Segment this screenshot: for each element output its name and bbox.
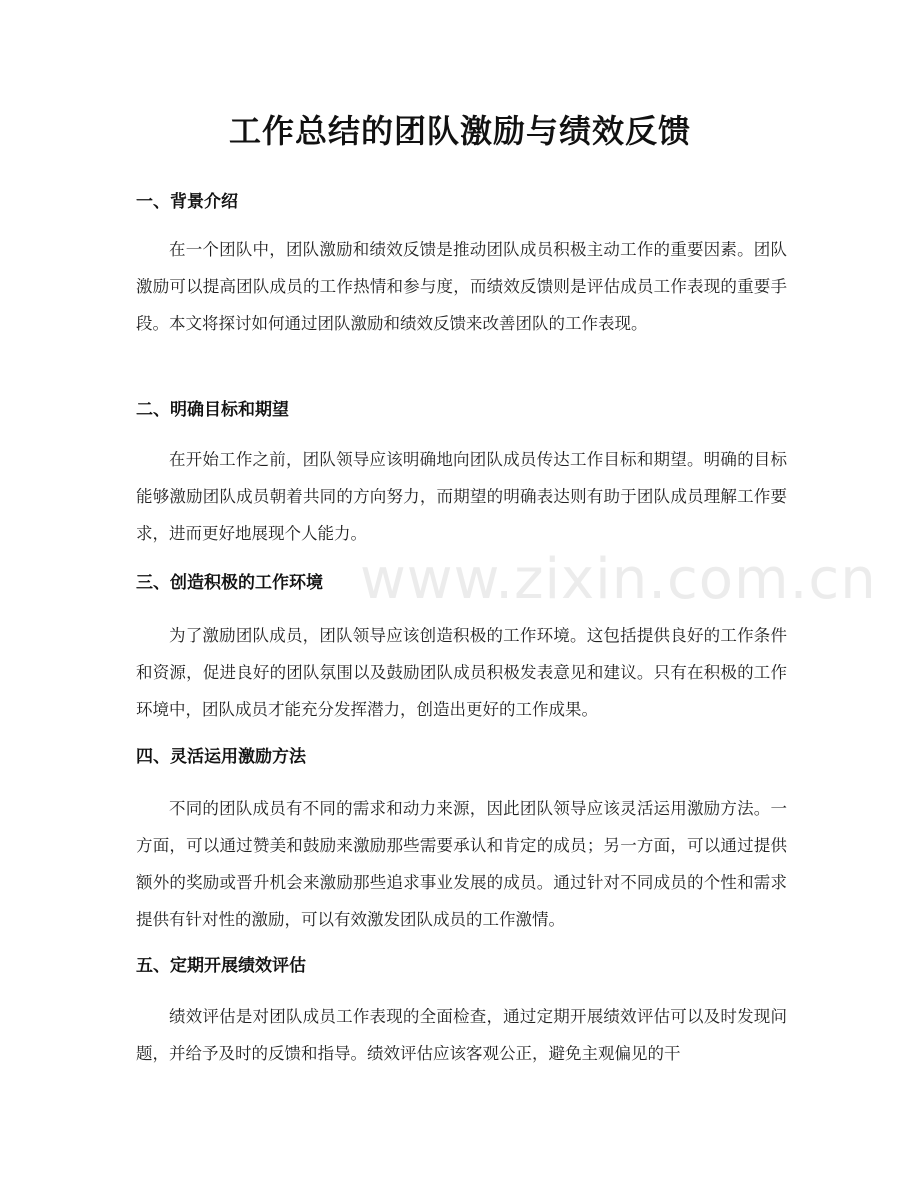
section-heading-evaluation: 五、定期开展绩效评估 — [136, 956, 306, 976]
section-heading-incentives: 四、灵活运用激励方法 — [136, 747, 306, 767]
section-heading-goals: 二、明确目标和期望 — [136, 400, 289, 420]
watermark: www.zixin.com.cn — [360, 547, 877, 612]
section-paragraph-incentives: 不同的团队成员有不同的需求和动力来源，因此团队领导应该灵活运用激励方法。一方面，可以通过赞美和鼓励来激励那些需要承认和肯定的成员；另一方面，可以通过提供额外的奖励或晋升机会来激励那些追求事业发展的成员。通过针对不同成员的个性和需求提供有针对性的激励，可以有效激发团队成员的工作激情。 — [136, 799, 787, 929]
section-paragraph-background: 在一个团队中，团队激励和绩效反馈是推动团队成员积极主动工作的重要因素。团队激励可以提高团队成员的工作热情和参与度，而绩效反馈则是评估成员工作表现的重要手段。本文将探讨如何通过团队激励和绩效反馈来改善团队的工作表现。 — [136, 240, 787, 333]
section-paragraph-evaluation: 绩效评估是对团队成员工作表现的全面检查，通过定期开展绩效评估可以及时发现问题，并给予及时的反馈和指导。绩效评估应该客观公正，避免主观偏见的干 — [136, 1007, 787, 1063]
section-heading-background: 一、背景介绍 — [136, 192, 238, 212]
section-paragraph-environment: 为了激励团队成员，团队领导应该创造积极的工作环境。这包括提供良好的工作条件和资源，促进良好的团队氛围以及鼓励团队成员积极发表意见和建议。只有在积极的工作环境中，团队成员才能充分发挥潜力，创造出更好的工作成果。 — [136, 626, 787, 719]
section-heading-environment: 三、创造积极的工作环境 — [136, 573, 323, 593]
section-paragraph-goals: 在开始工作之前，团队领导应该明确地向团队成员传达工作目标和期望。明确的目标能够激励团队成员朝着共同的方向努力，而期望的明确表达则有助于团队成员理解工作要求，进而更好地展现个人能力。 — [136, 450, 787, 543]
document-title: 工作总结的团队激励与绩效反馈 — [228, 112, 691, 150]
